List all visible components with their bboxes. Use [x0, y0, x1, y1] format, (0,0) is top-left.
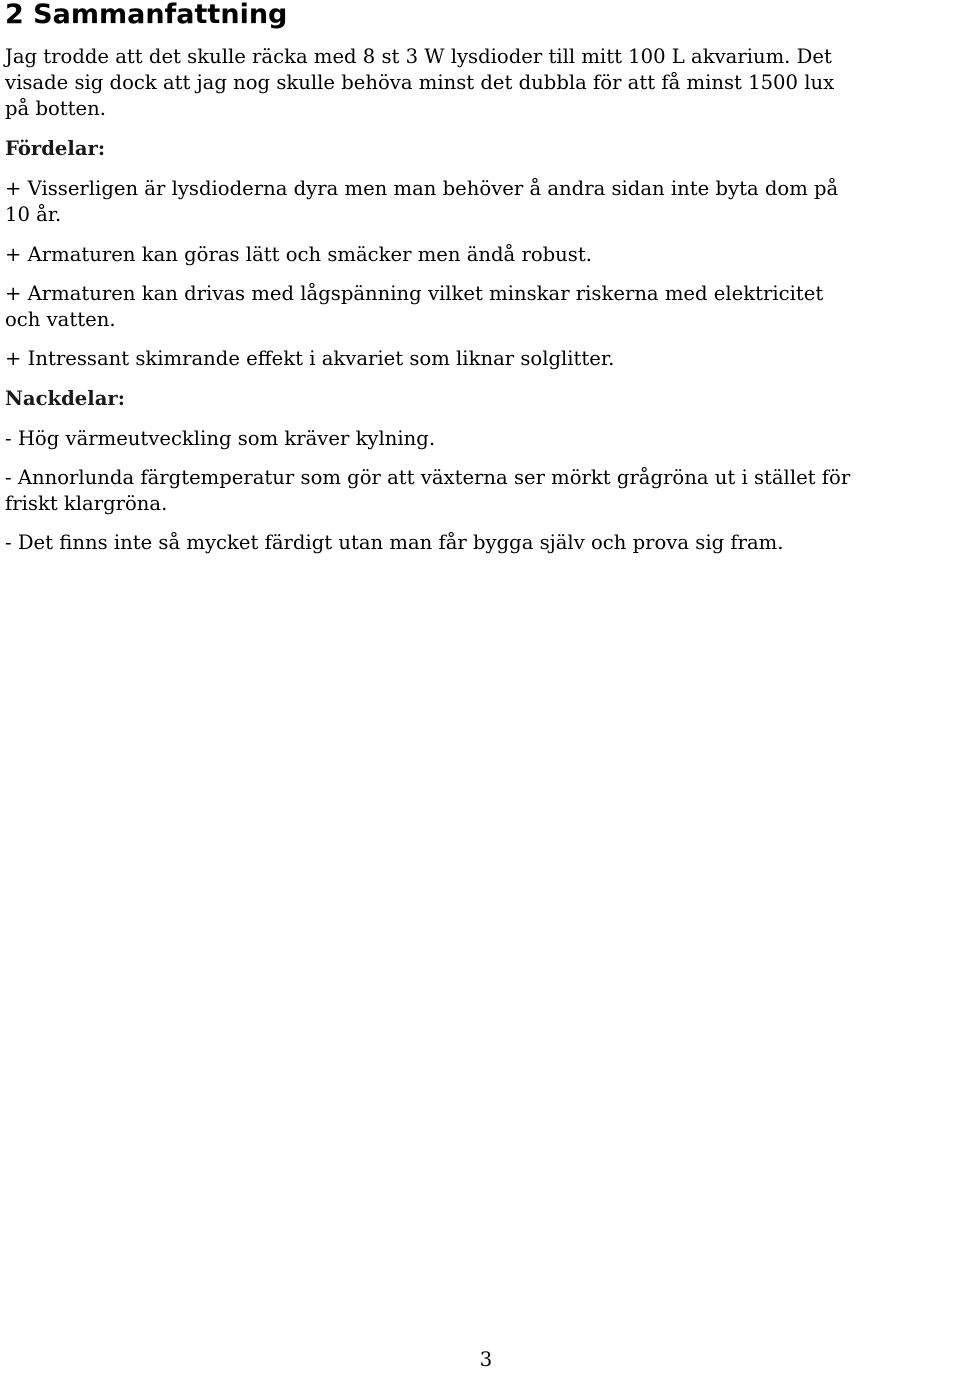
- page-number: 3: [479, 1348, 493, 1371]
- intro-line: på botten.: [5, 97, 106, 120]
- intro-line: visade sig dock att jag nog skulle behöva minst det dubbla för att få minst 1500 lux: [5, 71, 835, 94]
- disadvantages-heading: Nackdelar:: [5, 387, 125, 410]
- section-heading: 2 Sammanfattning: [5, 0, 288, 30]
- disadvantage-item: - Annorlunda färgtemperatur som gör att växterna ser mörkt grågröna ut i stället för: [5, 466, 851, 489]
- advantage-item: + Armaturen kan göras lätt och smäcker men ändå robust.: [5, 243, 592, 266]
- advantages-heading: Fördelar:: [5, 137, 106, 160]
- disadvantage-item-continuation: friskt klargröna.: [5, 492, 168, 515]
- advantage-item: + Armaturen kan drivas med lågspänning vilket minskar riskerna med elektricitet: [5, 282, 824, 305]
- advantage-item-continuation: och vatten.: [5, 308, 116, 331]
- advantage-item: + Intressant skimrande effekt i akvariet som liknar solglitter.: [5, 347, 615, 370]
- advantage-item-continuation: 10 år.: [5, 203, 62, 226]
- disadvantage-item: - Hög värmeutveckling som kräver kylning.: [5, 427, 436, 450]
- intro-line: Jag trodde att det skulle räcka med 8 st 3 W lysdioder till mitt 100 L akvarium. Det: [5, 45, 832, 68]
- disadvantage-item: - Det finns inte så mycket färdigt utan man får bygga själv och prova sig fram.: [5, 531, 784, 554]
- advantage-item: + Visserligen är lysdioderna dyra men man behöver å andra sidan inte byta dom på: [5, 177, 839, 200]
